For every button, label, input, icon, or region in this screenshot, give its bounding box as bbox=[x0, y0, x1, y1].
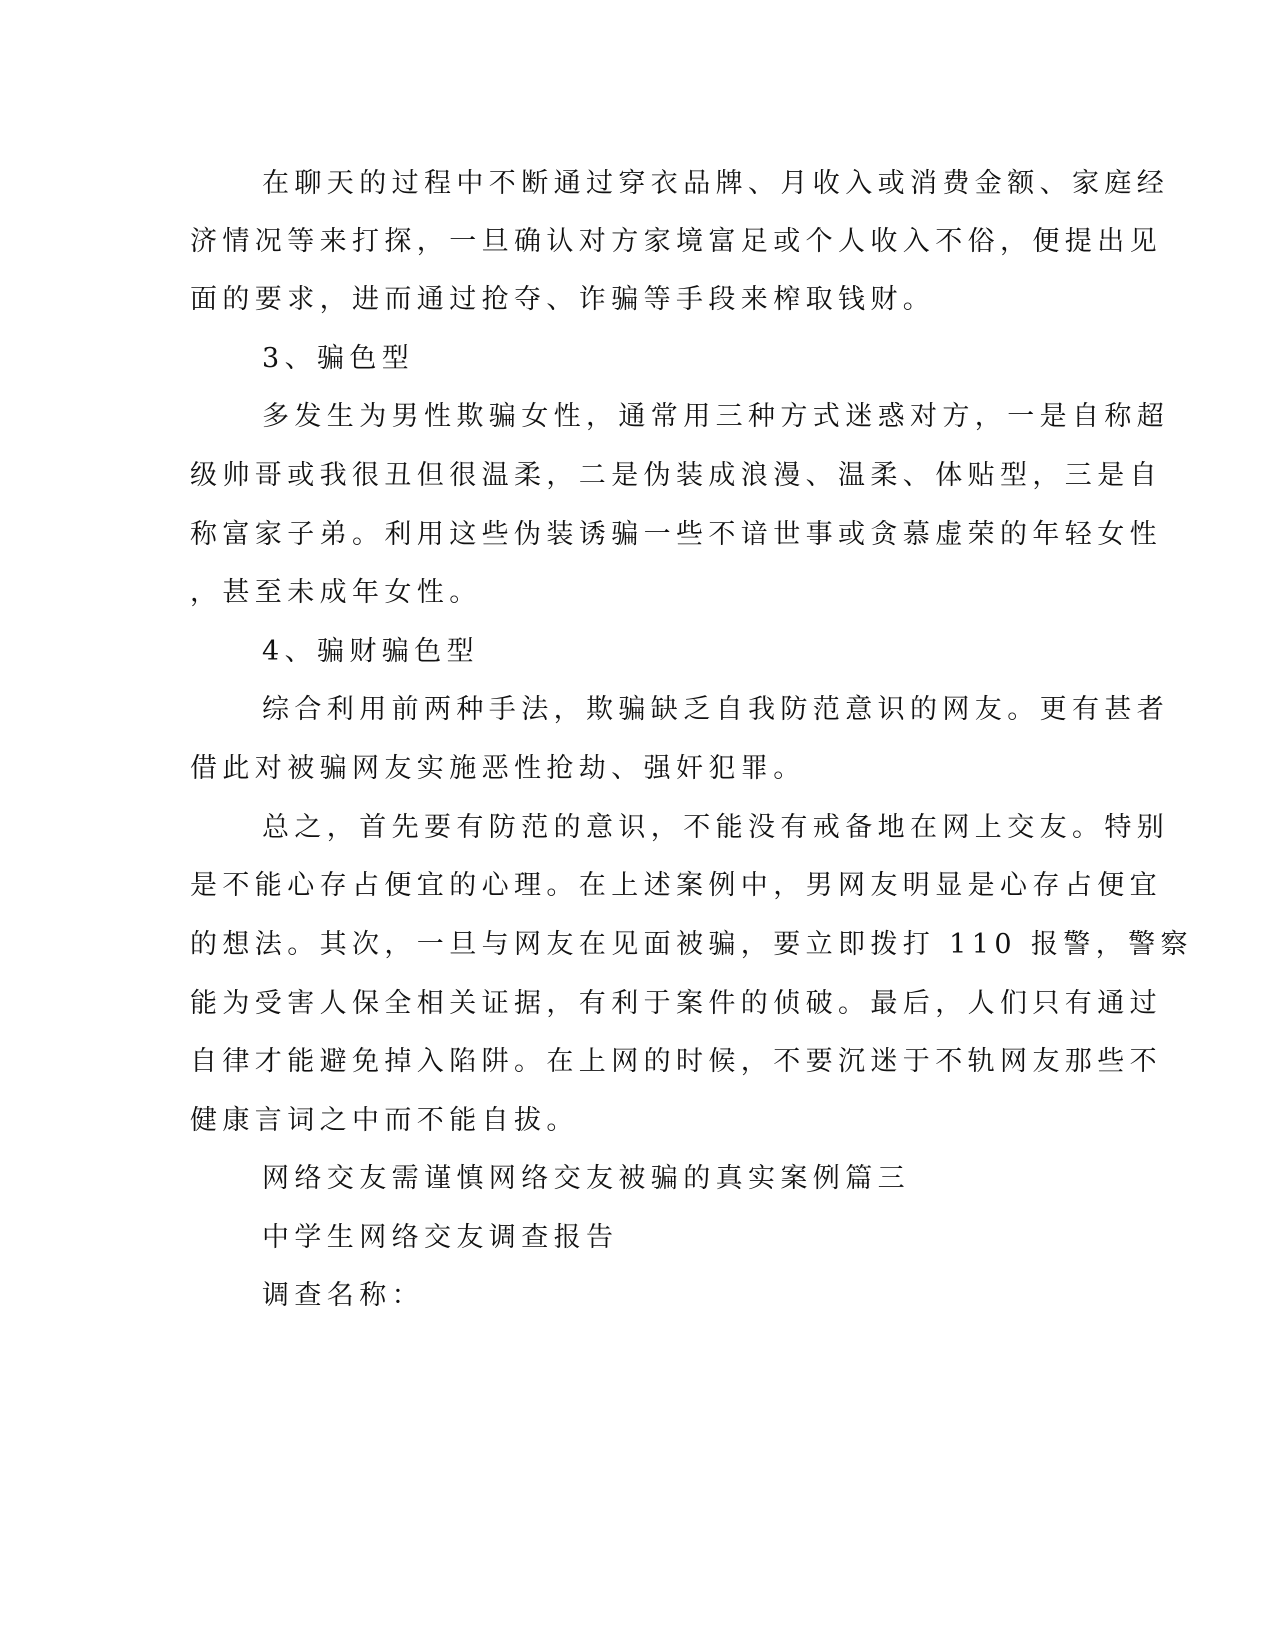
survey-name-label: 调查名称： bbox=[262, 1280, 424, 1311]
report-title: 中学生网络交友调查报告 bbox=[262, 1222, 619, 1253]
text-line: 多发生为男性欺骗女性，通常用三种方式迷惑对方，一是自称超 bbox=[262, 401, 1170, 432]
section-heading: 4、骗财骗色型 bbox=[262, 636, 479, 667]
text-line: 级帅哥或我很丑但很温柔，二是伪装成浪漫、温柔、体贴型，三是自 bbox=[190, 460, 1162, 491]
text-line: 称富家子弟。利用这些伪装诱骗一些不谙世事或贪慕虚荣的年轻女性 bbox=[190, 519, 1162, 550]
section-heading: 3、骗色型 bbox=[262, 343, 415, 374]
text-line: 自律才能避免掉入陷阱。在上网的时候，不要沉迷于不轨网友那些不 bbox=[190, 1046, 1162, 1077]
text-line: 的想法。其次，一旦与网友在见面被骗，要立即拨打 110 报警，警察 bbox=[190, 929, 1193, 960]
text-line: ，甚至未成年女性。 bbox=[190, 577, 482, 608]
text-line: 济情况等来打探，一旦确认对方家境富足或个人收入不俗，便提出见 bbox=[190, 226, 1162, 257]
text-line: 健康言词之中而不能自拔。 bbox=[190, 1105, 579, 1136]
text-line: 借此对被骗网友实施恶性抢劫、强奸犯罪。 bbox=[190, 753, 806, 784]
article-title: 网络交友需谨慎网络交友被骗的真实案例篇三 bbox=[262, 1163, 910, 1194]
text-line: 综合利用前两种手法，欺骗缺乏自我防范意识的网友。更有甚者 bbox=[262, 694, 1170, 725]
text-line: 能为受害人保全相关证据，有利于案件的侦破。最后，人们只有通过 bbox=[190, 988, 1162, 1019]
text-line: 面的要求，进而通过抢夺、诈骗等手段来榨取钱财。 bbox=[190, 284, 936, 315]
text-line: 是不能心存占便宜的心理。在上述案例中，男网友明显是心存占便宜 bbox=[190, 870, 1162, 901]
text-line: 在聊天的过程中不断通过穿衣品牌、月收入或消费金额、家庭经 bbox=[262, 168, 1170, 199]
text-line: 总之，首先要有防范的意识，不能没有戒备地在网上交友。特别 bbox=[262, 812, 1170, 843]
